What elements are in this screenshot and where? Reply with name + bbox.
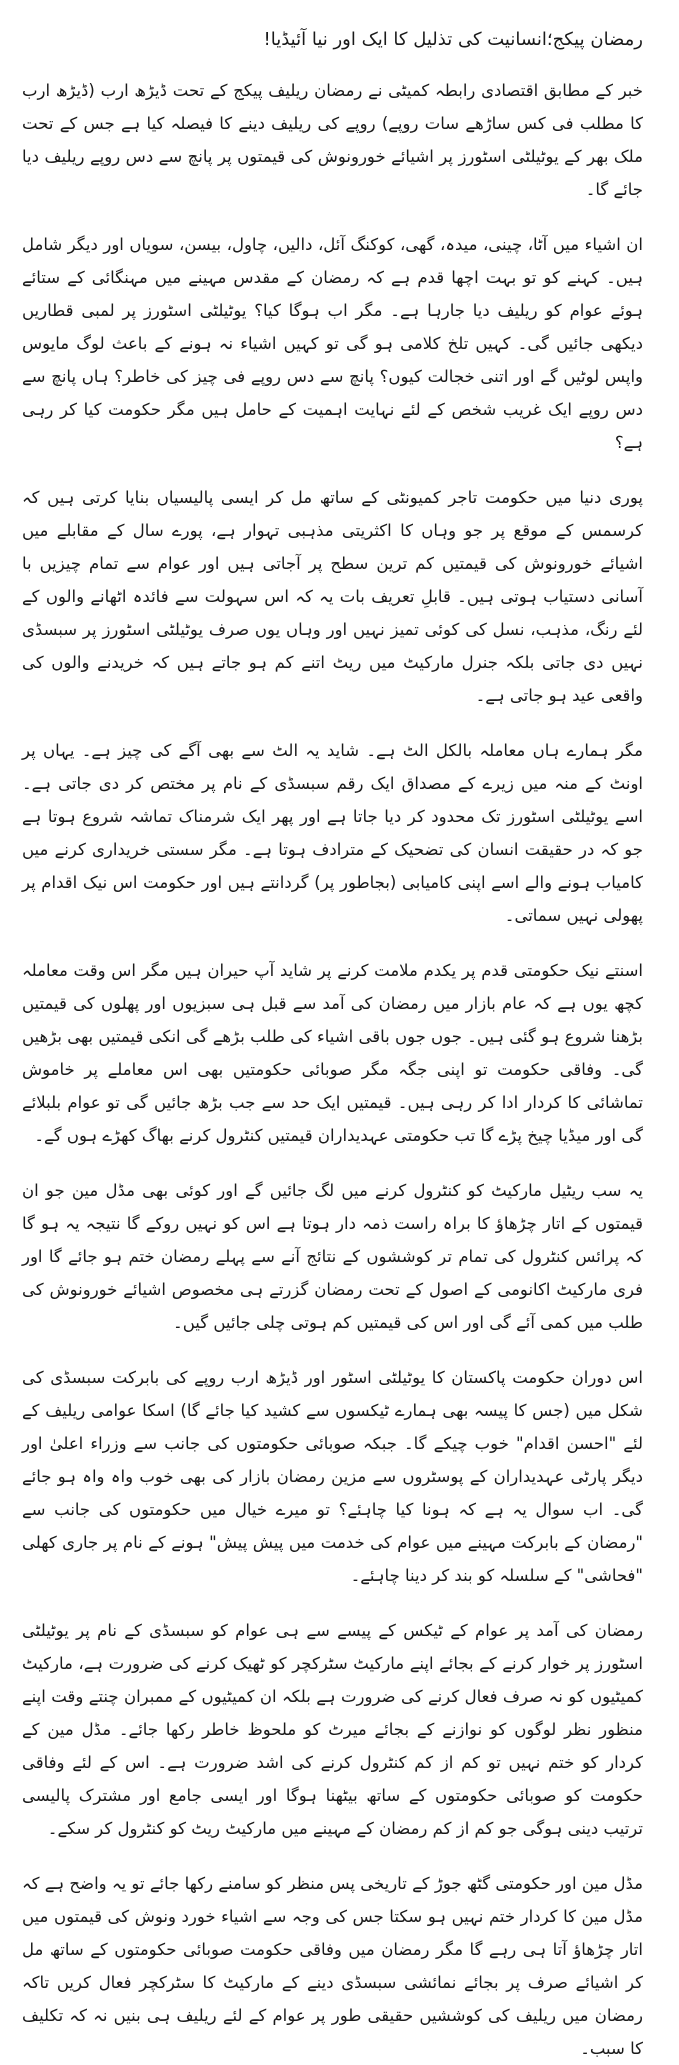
- article-paragraph-1: خبر کے مطابق اقتصادی رابطہ کمیٹی نے رمضان ریلیف پیکج کے تحت ڈیڑھ ارب (ڈیڑھ ارب کا مطلب فی کس ساڑھے سات روپے) روپے کی ریلیف دینے کا فیصلہ کیا ہے جس کے تحت ملک بھر کے یوٹیلٹی اسٹورز پر اشیائے خورونوش کی قیمتوں پر پانچ سے دس روپے ریلیف دیا جائے گا۔: [22, 81, 643, 199]
- article-paragraph-9: مڈل مین اور حکومتی گٹھ جوڑ کے تاریخی پس منظر کو سامنے رکھا جائے تو یہ واضح ہے کہ مڈل مین کا کردار ختم نہیں ہو سکتا جس کی وجہ سے اشیاء خورد ونوش کی قیمتوں میں اتار چڑھاؤ آتا ہی رہے گا مگر رمضان میں وفاقی حکومت صوبائی حکومتوں کے ساتھ مل کر اشیائے صرف پر بجائے نمائشی سبسڈی دینے کے مارکیٹ کا سٹرکچر فعال کریں تاکہ رمضان میں ریلیف کی کوششیں حقیقی طور پر عوام کے لئے ریلیف ہی بنیں نہ کہ تکلیف کا سبب۔: [22, 1874, 643, 2058]
- article-paragraph-4: مگر ہمارے ہاں معاملہ بالکل الٹ ہے۔ شاید یہ الٹ سے بھی آگے کی چیز ہے۔ یہاں پر اونٹ کے منہ میں زیرے کے مصداق ایک رقم سبسڈی کے نام پر مختص کر دی جاتی ہے۔ اسے یوٹیلٹی اسٹورز تک محدود کر دیا جاتا ہے اور پھر ایک شرمناک تماشہ شروع ہوتا ہے جو کہ در حقیقت انسان کی تضحیک کے مترادف ہوتا ہے۔ مگر سستی خریداری کرنے میں کامیاب ہونے والے اسے اپنی کامیابی (بجاطور پر) گردانتے ہیں اور حکومت اس نیک اقدام پر پھولی نہیں سماتی۔: [22, 741, 643, 925]
- article-paragraph-6: یہ سب ریٹیل مارکیٹ کو کنٹرول کرنے میں لگ جائیں گے اور کوئی بھی مڈل مین جو ان قیمتوں کے اتار چڑھاؤ کا براہ راست ذمہ دار ہوتا ہے اس کو نہیں روکے گا نتیجہ یہ ہو گا کہ پرائس کنٹرول کی تمام تر کوششوں کے نتائج آنے سے پہلے رمضان ختم ہو جائے گا اور فری مارکیٹ اکانومی کے اصول کے تحت رمضان گزرتے ہی مخصوص اشیائے خورونوش کی طلب میں کمی آئے گی اور اس کی قیمتیں کم ہوتی چلی جائیں گیں۔: [22, 1181, 643, 1332]
- article-paragraph-3: پوری دنیا میں حکومت تاجر کمیونٹی کے ساتھ مل کر ایسی پالیسیاں بنایا کرتی ہیں کہ کرسمس کے موقع پر جو وہاں کا اکثریتی مذہبی تہوار ہے، پورے سال کے مقابلے میں اشیائے خورونوش کی قیمتیں کم ترین سطح پر آجاتی ہیں اور عوام سے تمام چیزیں با آسانی دستیاب ہوتی ہیں۔ قابلِ تعریف بات یہ کہ اس سہولت سے فائدہ اٹھانے والوں کے لئے رنگ، مذہب، نسل کی کوئی تمیز نہیں اور وہاں یوں صرف یوٹیلٹی اسٹورز پر سبسڈی نہیں دی جاتی بلکہ جنرل مارکیٹ میں ریٹ اتنے کم ہو جاتے ہیں کہ خریدنے والوں کی واقعی عید ہو جاتی ہے۔: [22, 488, 643, 705]
- article-paragraph-2: ان اشیاء میں آٹا، چینی، میدہ، گھی، کوکنگ آئل، دالیں، چاول، بیسن، سویاں اور دیگر شامل ہیں۔ کہنے کو تو بہت اچھا قدم ہے کہ رمضان کے مقدس مہینے میں مہنگائی کے ستائے ہوئے عوام کو ریلیف دیا جارہا ہے۔ مگر اب ہوگا کیا؟ یوٹیلٹی اسٹورز پر لمبی قطاریں دیکھی جائیں گی۔ کہیں تلخ کلامی ہو گی تو کہیں اشیاء نہ ہونے کے باعث لوگ مایوس واپس لوٹیں گے اور اتنی خجالت کیوں؟ پانچ سے دس روپے فی چیز کی خاطر؟ ہاں پانچ سے دس روپے ایک غریب شخص کے لئے نہایت اہمیت کے حامل ہیں مگر حکومت کیا کر رہی ہے؟: [22, 235, 643, 452]
- article-paragraph-8: رمضان کی آمد پر عوام کے ٹیکس کے پیسے سے ہی عوام کو سبسڈی کے نام پر یوٹیلٹی اسٹورز پر خوار کرنے کے بجائے اپنے مارکیٹ سٹرکچر کو ٹھیک کرنے کی ضرورت ہے، مارکیٹ کمیٹیوں کو نہ صرف فعال کرنے کی ضرورت ہے بلکہ ان کمیٹیوں کے ممبران چنتے وقت اپنے منظور نظر لوگوں کو نوازنے کے بجائے میرٹ کو ملحوظ خاطر رکھا جائے۔ مڈل مین کے کردار کو ختم نہیں تو کم از کم کنٹرول کرنے کی اشد ضرورت ہے۔ اس کے لئے وفاقی حکومت کو صوبائی حکومتوں کے ساتھ بیٹھنا ہوگا اور ایسی جامع اور مشترک پالیسی ترتیب دینی ہوگی جو کم از کم رمضان کے مہینے میں مارکیٹ ریٹ کو کنٹرول کر سکے۔: [22, 1621, 643, 1838]
- article-title: رمضان پیکج؛انسانیت کی تذلیل کا ایک اور نیا آئیڈیا!: [263, 29, 643, 50]
- article-paragraph-7: اس دوران حکومت پاکستان کا یوٹیلٹی اسٹور اور ڈیڑھ ارب روپے کی بابرکت سبسڈی کی شکل میں (جس کا پیسہ بھی ہمارے ٹیکسوں سے کشید کیا جائے گا) اسکا عوامی ریلیف کے لئے "احسن اقدام" خوب چیکے گا۔ جبکہ صوبائی حکومتوں کی جانب سے وزراء اعلیٰ اور دیگر پارٹی عہدیداران کے پوسٹروں سے مزین رمضان بازار کی بھی خوب واہ واہ ہو جائے گی۔ اب سوال یہ ہے کہ ہونا کیا چاہئے؟ تو میرے خیال میں حکومتوں کی جانب سے "رمضان کے بابرکت مہینے میں عوام کی خدمت میں پیش پیش" ہونے کے نام پر جاری کھلی "فحاشی" کے سلسلہ کو بند کر دینا چاہئے۔: [22, 1368, 643, 1585]
- article-paragraph-5: اسنتے نیک حکومتی قدم پر یکدم ملامت کرنے پر شاید آپ حیران ہیں مگر اس وقت معاملہ کچھ یوں ہے کہ عام بازار میں رمضان کی آمد سے قبل ہی سبزیوں اور پھلوں کی قیمتیں بڑھنا شروع ہو گئی ہیں۔ جوں جوں باقی اشیاء کی طلب بڑھے گی انکی قیمتیں بھی بڑھیں گی۔ وفاقی حکومت تو اپنی جگہ مگر صوبائی حکومتیں بھی اس معاملے پر خاموش تماشائی کا کردار ادا کر رہی ہیں۔ قیمتیں ایک حد سے جب بڑھ جائیں گی تو عوام بلبلائے گی اور میڈیا چیخ پڑے گا تب حکومتی عہدیداران قیمتیں کنٹرول کرنے بھاگ کھڑے ہوں گے۔: [22, 961, 643, 1145]
